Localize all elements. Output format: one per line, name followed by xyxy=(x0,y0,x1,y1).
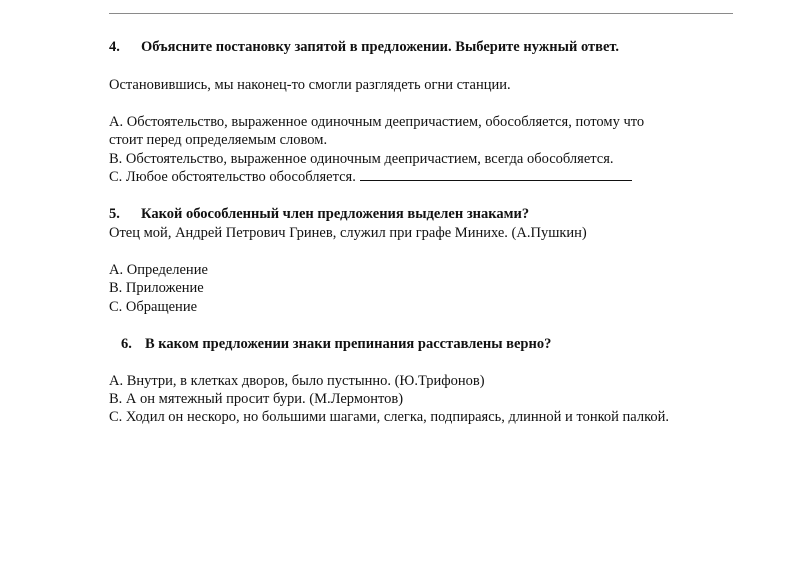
q4-option-c-row xyxy=(109,168,632,186)
q6-question: В каком предложении знаки препинания расставлены верно? xyxy=(145,336,552,352)
q5-question: Какой обособленный член предложения выделен знаками? xyxy=(141,206,530,222)
answer-blank xyxy=(360,168,632,181)
q4-question: Объясните постановку запятой в предложении. Выберите нужный ответ. xyxy=(141,39,620,55)
q4-option-a-line1: А. Обстоятельство, выраженное одиночным деепричастием, обособляется, потому что xyxy=(109,114,645,130)
q5-sentence: Отец мой, Андрей Петрович Гринев, служил при графе Минихе. (А.Пушкин) xyxy=(109,225,587,241)
q4-option-b: В. Обстоятельство, выраженное одиночным деепричастием, всегда обособляется. xyxy=(109,151,614,167)
q5-option-b: В. Приложение xyxy=(109,280,204,296)
q5-option-c: С. Обращение xyxy=(109,299,198,315)
q5-option-a: А. Определение xyxy=(109,262,208,278)
q5-number: 5. xyxy=(109,206,120,222)
q6-option-c: С. Ходил он нескоро, но большими шагами, слегка, подпираясь, длинной и тонкой палкой. xyxy=(109,409,670,425)
top-divider xyxy=(109,13,733,14)
q4-sentence: Остановившись, мы наконец-то смогли разглядеть огни станции. xyxy=(109,77,511,93)
q6-option-b: В. А он мятежный просит бури. (М.Лермонтов) xyxy=(109,391,404,407)
q4-heading xyxy=(109,38,619,56)
q4-number: 4. xyxy=(109,39,120,55)
q6-option-a: А. Внутри, в клетках дворов, было пустынно. (Ю.Трифонов) xyxy=(109,373,485,389)
q4-option-c: С. Любое обстоятельство обособляется. xyxy=(109,169,356,185)
q6-number: 6. xyxy=(121,336,132,352)
q4-option-a-line2: стоит перед определяемым словом. xyxy=(109,132,328,148)
q5-heading xyxy=(109,205,529,223)
q6-heading xyxy=(121,335,551,353)
